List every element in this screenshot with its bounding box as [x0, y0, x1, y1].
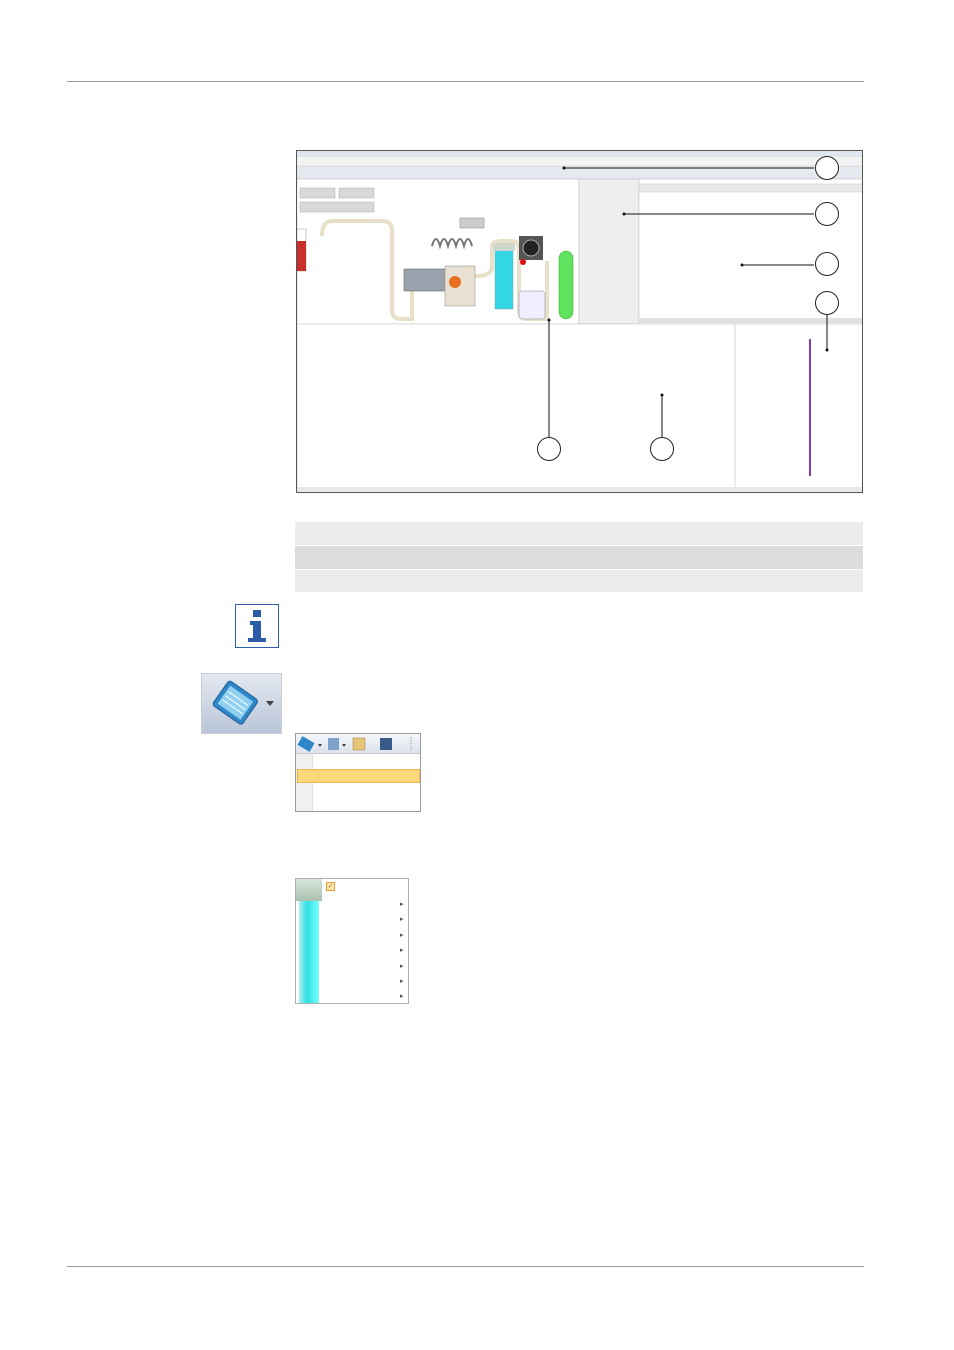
- section-title: [255, 104, 295, 126]
- legend-number: [295, 569, 337, 593]
- legend-number: [582, 569, 622, 593]
- menu-selection-highlight: [297, 769, 420, 783]
- table-row: [295, 546, 863, 570]
- step-select-manual-method: [302, 675, 333, 693]
- legend-label: [622, 546, 863, 570]
- callout-4: [815, 291, 839, 315]
- legend-table: [295, 522, 863, 593]
- legend-label: [337, 569, 582, 593]
- manual-method-icon[interactable]: [201, 673, 282, 734]
- overview-screen-drawing: [297, 151, 863, 493]
- submenu-arrow-icon: ▸: [400, 932, 404, 939]
- page-footer: [67, 1266, 864, 1290]
- chevron-down-icon: [266, 701, 274, 706]
- legend-number: [582, 522, 622, 546]
- legend-label: [337, 546, 582, 570]
- check-icon: ✓: [327, 883, 334, 890]
- info-icon: [235, 604, 279, 648]
- submenu-arrow-icon: ▸: [400, 947, 404, 954]
- callout-5: [650, 437, 674, 461]
- callout-6: [537, 437, 561, 461]
- callout-2: [815, 202, 839, 226]
- legend-label: [337, 522, 582, 546]
- submenu-arrow-icon: ▸: [400, 963, 404, 970]
- method-toolbar: [296, 734, 420, 754]
- table-row: [295, 569, 863, 593]
- overview-screenshot: [296, 150, 863, 493]
- submenu-arrow-icon: ▸: [400, 916, 404, 923]
- step-select-column: [302, 846, 333, 864]
- submenu-arrow-icon: ▸: [400, 978, 404, 985]
- callout-1: [815, 156, 839, 180]
- callout-3: [815, 252, 839, 276]
- legend-number: [295, 546, 337, 570]
- step-write-sample-name: [302, 700, 333, 718]
- table-row: [295, 522, 863, 546]
- legend-label: [622, 569, 863, 593]
- step-adjust-percentage: [302, 1063, 333, 1081]
- legend-number: [582, 546, 622, 570]
- column-menu-screenshot: [295, 878, 409, 1004]
- submenu-arrow-icon: ▸: [400, 993, 404, 1000]
- page-header: [67, 60, 864, 82]
- submenu-arrow-icon: ▸: [400, 901, 404, 908]
- column-cap: [296, 879, 322, 901]
- method-dropdown-screenshot: [295, 733, 421, 812]
- legend-number: [295, 522, 337, 546]
- legend-label: [622, 522, 863, 546]
- step-select-solvents: [302, 1037, 333, 1055]
